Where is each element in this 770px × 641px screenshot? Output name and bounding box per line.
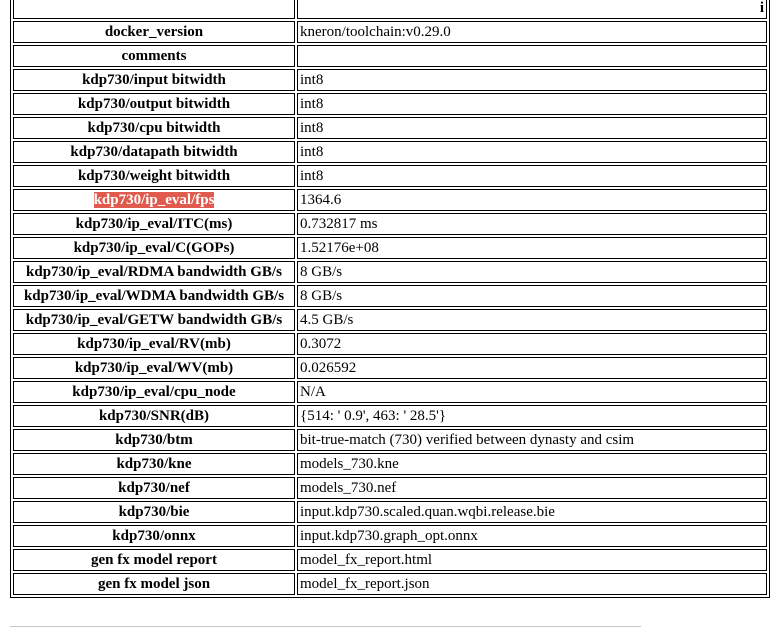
table-row [13,141,767,163]
row-key [13,237,295,259]
row-value: 0.026592 [297,357,767,379]
row-key [13,45,295,67]
table-row [13,309,767,331]
row-key-text: kdp730/output bitwidth [77,96,231,112]
table-row [13,333,767,355]
row-key-text: docker_version [104,24,204,40]
row-key [13,21,295,43]
row-key [13,69,295,91]
row-key-text: kdp730/ip_eval/ITC(ms) [75,216,233,232]
row-value: 8 GB/s [297,285,767,307]
table-row [13,93,767,115]
row-value: 1364.6 [297,189,767,211]
selected-text-highlight[interactable]: kdp730/ip_eval/fps [93,192,215,208]
report-table [10,0,770,598]
row-value: int8 [297,69,767,91]
horizontal-rule [10,626,641,627]
row-key [13,405,295,427]
table-row [13,525,767,547]
row-key [13,189,295,211]
table-row [13,573,767,595]
row-key [13,501,295,523]
row-key-text: kdp730/ip_eval/WDMA bandwidth GB/s [23,288,285,304]
row-value: {514: ' 0.9', 463: ' 28.5'} [297,405,767,427]
table-row [13,117,767,139]
row-value: model_fx_report.html [297,549,767,571]
table-row [13,261,767,283]
row-value: kneron/toolchain:v0.29.0 [297,21,767,43]
row-value [297,45,767,67]
row-value: int8 [297,141,767,163]
row-value: 0.3072 [297,333,767,355]
row-key [13,381,295,403]
row-key-text: kdp730/kne [116,456,192,472]
row-key-text: kdp730/onnx [112,528,196,544]
row-key [13,165,295,187]
table-row [13,285,767,307]
row-value: 0.732817 ms [297,213,767,235]
table-row [13,477,767,499]
row-value: model_fx_report.json [297,573,767,595]
row-key [13,117,295,139]
table-row [13,549,767,571]
row-key [13,93,295,115]
header-key-cell [13,0,295,19]
table-row [13,453,767,475]
row-key-text: kdp730/btm [115,432,193,448]
row-key-text: kdp730/bie [118,504,190,520]
header-value-cell: i [297,0,767,19]
row-key-text: kdp730/datapath bitwidth [70,144,238,160]
row-value: input.kdp730.scaled.quan.wqbi.release.bie [297,501,767,523]
table-row [13,405,767,427]
row-key-text: kdp730/cpu bitwidth [87,120,221,136]
row-key-text: kdp730/nef [118,480,190,496]
row-key-text: kdp730/SNR(dB) [98,408,210,424]
row-value: 1.52176e+08 [297,237,767,259]
row-key [13,285,295,307]
row-key-text: gen fx model report [91,552,217,568]
table-row [13,357,767,379]
table-row [13,189,767,211]
table-row [13,501,767,523]
table-row [13,165,767,187]
row-key-text: kdp730/ip_eval/WV(mb) [74,360,234,376]
row-key [13,141,295,163]
table-row-header [13,0,767,19]
row-key-text: kdp730/ip_eval/RV(mb) [77,336,231,352]
row-key [13,309,295,331]
table-row [13,213,767,235]
row-value: models_730.kne [297,453,767,475]
table-row [13,21,767,43]
table-row [13,381,767,403]
row-key-text: kdp730/input bitwidth [82,72,226,88]
row-key-text: kdp730/ip_eval/C(GOPs) [73,240,235,256]
row-value: 4.5 GB/s [297,309,767,331]
row-value: models_730.nef [297,477,767,499]
row-value: 8 GB/s [297,261,767,283]
row-key [13,477,295,499]
row-key-text: comments [121,48,187,64]
row-key-text: kdp730/weight bitwidth [77,168,231,184]
row-value: N/A [297,381,767,403]
row-key-text: kdp730/ip_eval/GETW bandwidth GB/s [25,312,283,328]
row-key-text: kdp730/ip_eval/cpu_node [72,384,236,400]
table-row [13,69,767,91]
row-key [13,549,295,571]
row-key [13,213,295,235]
row-key [13,573,295,595]
row-key-text: gen fx model json [97,576,211,592]
row-key [13,453,295,475]
row-key [13,525,295,547]
table-row [13,45,767,67]
row-key [13,429,295,451]
table-row [13,237,767,259]
row-key [13,261,295,283]
row-value: bit-true-match (730) verified between dynasty and csim [297,429,767,451]
row-key-text: kdp730/ip_eval/RDMA bandwidth GB/s [26,264,282,280]
row-value: int8 [297,93,767,115]
row-value: int8 [297,165,767,187]
table-row [13,429,767,451]
row-value: input.kdp730.graph_opt.onnx [297,525,767,547]
row-key [13,333,295,355]
row-value: int8 [297,117,767,139]
row-key [13,357,295,379]
